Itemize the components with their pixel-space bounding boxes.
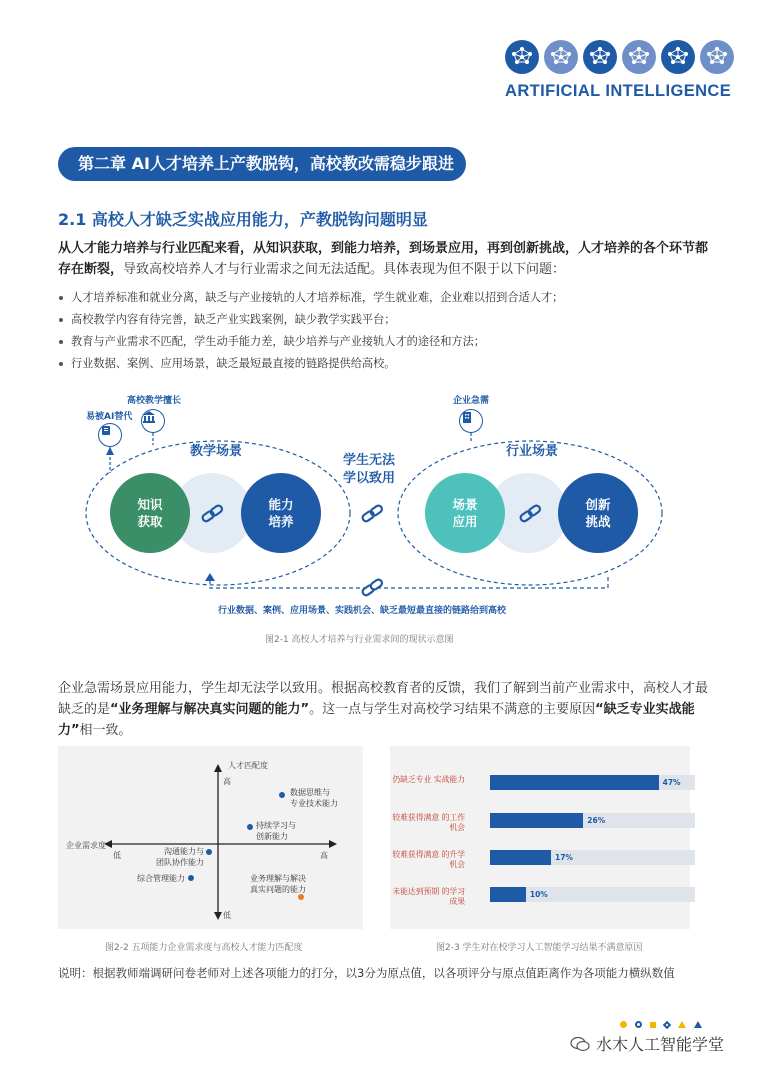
circle-scenario: 场景 应用 <box>425 473 505 553</box>
bar-track <box>490 813 695 828</box>
intro-bold: 从人才能力培养与行业匹配来看，从知识获取，到能力培养，到场景应用，再到创新挑战，人才培养的各个环节都存在断裂， <box>58 241 709 277</box>
brain-network-icon <box>544 40 578 74</box>
bar-chart-panel <box>390 746 690 929</box>
bullet-item: 高校教学内容有待完善，缺乏产业实践案例，缺少教学实践平台； <box>58 309 708 331</box>
bullet-list <box>58 287 708 375</box>
middle-text: 学生无法 学以致用 <box>343 453 396 486</box>
bar-track <box>490 887 695 902</box>
bar-fill <box>490 775 659 790</box>
quadrant-axes <box>58 746 363 929</box>
bar-category-label: 较难获得满意 的工作机会 <box>392 813 465 832</box>
point-data-thinking <box>279 792 285 798</box>
enterprise-building-icon <box>459 409 483 433</box>
y-high-label: 高 <box>223 777 231 786</box>
chain-link-icon <box>361 578 383 596</box>
p2-bold1: “业务理解与解决真实问题的能力” <box>110 702 310 717</box>
bar-track <box>490 850 695 865</box>
hand-card-icon <box>98 423 122 447</box>
point-label: 持续学习与 创新能力 <box>256 821 296 841</box>
ring-shape-icon <box>635 1021 642 1028</box>
diamond-shape-icon <box>663 1020 671 1028</box>
brain-network-icon <box>661 40 695 74</box>
bar-row <box>392 887 710 917</box>
x-axis-title: 企业需求度 <box>66 841 106 850</box>
logo-circles <box>505 40 734 74</box>
point-label: 沟通能力与 团队协作能力 <box>156 847 204 867</box>
point-label: 数据思维与 专业技术能力 <box>290 788 338 808</box>
circle-innovation: 创新 挑战 <box>558 473 638 553</box>
point-management <box>188 875 194 881</box>
p2-text1: 企业急需场景应用能力，学生却无法学以致用。根据高校教育者的反馈，我们了解到当前产业需求中，高校人才最缺乏的是 <box>58 681 709 717</box>
x-high-label: 高 <box>320 851 328 860</box>
p2-text3: 相一致。 <box>79 723 132 738</box>
talent-diagram <box>0 385 770 655</box>
decor-shapes <box>620 1021 702 1028</box>
bar-row <box>392 813 710 843</box>
circle-ability: 能力 培养 <box>241 473 321 553</box>
chapter-banner: 第二章 AI人才培养上产教脱钩，高校教改需稳步跟进 <box>58 147 466 181</box>
bullet-item: 教育与产业需求不匹配，学生动手能力差，缺少培养与产业接轨人才的途径和方法； <box>58 331 708 353</box>
footer-brand <box>570 1032 724 1055</box>
circle-knowledge: 知识 获取 <box>110 473 190 553</box>
intro-paragraph <box>58 238 708 280</box>
bar-row <box>392 775 710 805</box>
bottom-text: 行业数据、案例、应用场景、实践机会、缺乏最短最直接的链路给到高校 <box>218 606 507 616</box>
triangle-outline-icon <box>694 1021 702 1028</box>
point-continuous-learning <box>247 824 253 830</box>
y-axis-title: 人才匹配度 <box>228 761 268 770</box>
circle-shape-icon <box>620 1021 627 1028</box>
bar-value-label: 26% <box>587 816 606 825</box>
bullet-item: 人才培养标准和就业分离，缺乏与产业接轨的人才培养标准，学生就业难，企业难以招到合适人才； <box>58 287 708 309</box>
bar-value-label: 47% <box>662 778 681 787</box>
brain-network-icon <box>700 40 734 74</box>
figure-caption-2: 图2-2 五项能力企业需求度与高校人才能力匹配度 <box>105 943 303 953</box>
figure-caption-3: 图2-3 学生对在校学习人工智能学习结果不满意原因 <box>436 943 643 953</box>
figure-caption-1: 图2-1 高校人才培养与行业需求间的现状示意图 <box>265 635 454 645</box>
bar-fill <box>490 850 551 865</box>
bar-fill <box>490 813 583 828</box>
chain-link-icon <box>361 504 383 522</box>
wechat-icon <box>570 1036 590 1052</box>
y-low-label: 低 <box>223 911 231 920</box>
bar-category-label: 未能达到预期 的学习成果 <box>392 887 465 906</box>
brain-network-icon <box>583 40 617 74</box>
section-title: 2.1 高校人才缺乏实战应用能力，产教脱钩问题明显 <box>58 210 428 229</box>
bar-track <box>490 775 695 790</box>
brain-network-icon <box>622 40 656 74</box>
p2-bold2: “缺乏专业实战能力” <box>58 702 695 738</box>
bar-category-label: 较难获得满意 的升学机会 <box>392 850 465 869</box>
bar-value-label: 10% <box>529 890 548 899</box>
bar-value-label: 17% <box>554 853 573 862</box>
paragraph-2 <box>58 678 708 741</box>
bar-category-label: 仍缺乏专业 实战能力 <box>392 775 465 784</box>
x-low-label: 低 <box>113 851 121 860</box>
logo-text: ARTIFICIAL INTELLIGENCE <box>505 82 732 100</box>
intro-rest: 导致高校培养人才与行业需求之间无法适配。具体表现为但不限于以下问题： <box>123 262 566 277</box>
bar-row <box>392 850 710 880</box>
school-building-icon <box>141 409 165 433</box>
square-shape-icon <box>650 1022 656 1028</box>
left-group-label: 教学场景 <box>190 444 243 459</box>
label-industry-need: 企业急需 <box>453 396 490 406</box>
point-communication <box>206 849 212 855</box>
brand-name: 水木人工智能学堂 <box>596 1035 725 1054</box>
brain-network-icon <box>505 40 539 74</box>
label-teaching-skill: 高校教学擅长 <box>127 396 182 406</box>
right-group-label: 行业场景 <box>506 444 559 459</box>
label-ai-replace: 易被AI替代 <box>86 412 133 422</box>
triangle-shape-icon <box>678 1021 686 1028</box>
note-text: 说明：根据教师端调研问卷老师对上述各项能力的打分，以3分为原点值，以各项评分与原点值距离作为各项能力横纵数值 <box>58 966 675 980</box>
quadrant-panel <box>58 746 363 929</box>
point-label: 业务理解与解决 真实问题的能力 <box>250 874 306 894</box>
p2-text2: 。这一点与学生对高校学习结果不满意的主要原因 <box>309 702 596 717</box>
bullet-item: 行业数据、案例、应用场景，缺乏最短最直接的链路提供给高校。 <box>58 353 708 375</box>
point-label: 综合管理能力 <box>137 874 185 883</box>
bar-fill <box>490 887 526 902</box>
